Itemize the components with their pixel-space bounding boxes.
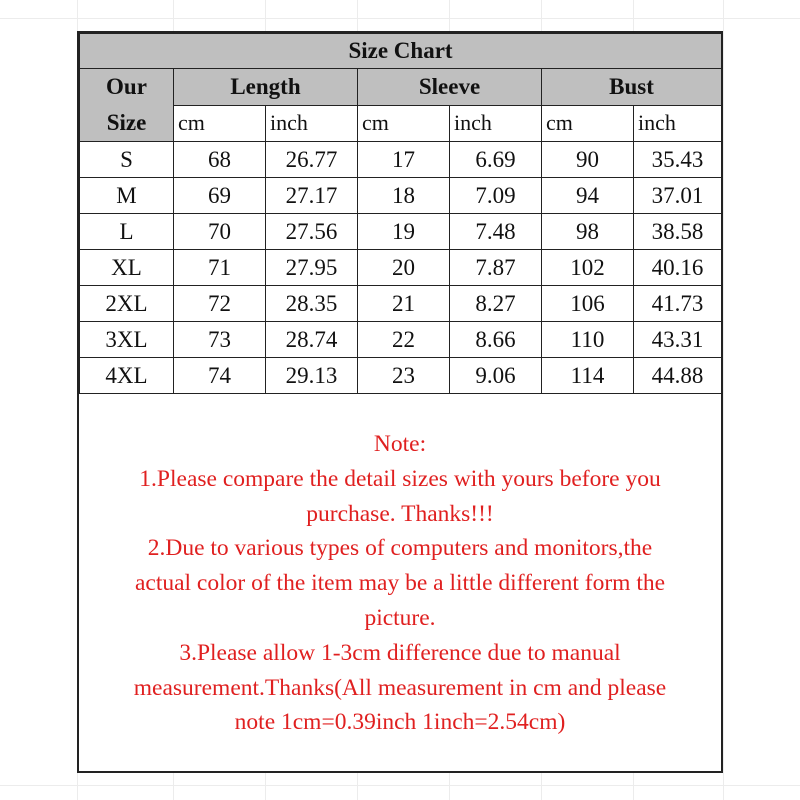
note-line: purchase. Thanks!!!	[306, 500, 494, 527]
chart-title: Size Chart	[80, 34, 722, 69]
note-line: measurement.Thanks(All measurement in cm and please	[133, 674, 667, 701]
bust-cm-cell: 90	[542, 142, 634, 178]
unit-header: cm	[542, 105, 634, 142]
length-cm-cell: 71	[174, 250, 266, 286]
table-row	[80, 214, 722, 250]
title-row	[80, 34, 722, 69]
sleeve-cm-cell: 20	[358, 250, 450, 286]
table-row	[80, 250, 722, 286]
sleeve-cm-cell: 23	[358, 358, 450, 394]
size-column-header	[80, 69, 174, 142]
unit-header: cm	[358, 105, 450, 142]
bust-cm-cell: 98	[542, 214, 634, 250]
length-inch-cell: 28.35	[266, 286, 358, 322]
sleeve-cm-cell: 21	[358, 286, 450, 322]
sleeve-inch-cell: 8.27	[450, 286, 542, 322]
note-line: 3.Please allow 1-3cm difference due to manual	[179, 639, 621, 666]
bust-inch-cell: 40.16	[634, 250, 722, 286]
length-cm-cell: 70	[174, 214, 266, 250]
table-row	[80, 358, 722, 394]
length-cm-cell: 72	[174, 286, 266, 322]
unit-header: cm	[174, 105, 266, 142]
length-inch-cell: 27.17	[266, 178, 358, 214]
unit-header: inch	[450, 105, 542, 142]
bust-cm-cell: 110	[542, 322, 634, 358]
length-cm-cell: 68	[174, 142, 266, 178]
size-header-line2: Size	[106, 110, 147, 135]
bust-cm-cell: 94	[542, 178, 634, 214]
bust-inch-cell: 35.43	[634, 142, 722, 178]
sleeve-inch-cell: 9.06	[450, 358, 542, 394]
size-cell: XL	[80, 250, 174, 286]
length-inch-cell: 28.74	[266, 322, 358, 358]
length-inch-cell: 29.13	[266, 358, 358, 394]
size-chart-table	[79, 33, 722, 394]
sleeve-inch-cell: 6.69	[450, 142, 542, 178]
size-cell: M	[80, 178, 174, 214]
sleeve-cm-cell: 17	[358, 142, 450, 178]
bust-cm-cell: 106	[542, 286, 634, 322]
size-cell: L	[80, 214, 174, 250]
size-cell: 4XL	[80, 358, 174, 394]
bust-inch-cell: 41.73	[634, 286, 722, 322]
table-row	[80, 286, 722, 322]
bust-inch-cell: 37.01	[634, 178, 722, 214]
unit-header: inch	[634, 105, 722, 142]
note-line: 1.Please compare the detail sizes with yours before you	[139, 465, 661, 492]
note-line: 2.Due to various types of computers and monitors,the	[147, 535, 653, 562]
length-header: Length	[174, 69, 358, 106]
sleeve-cm-cell: 18	[358, 178, 450, 214]
length-cm-cell: 74	[174, 358, 266, 394]
unit-header-row	[80, 105, 722, 142]
table-row	[80, 142, 722, 178]
note-line: actual color of the item may be a little different form the	[134, 570, 666, 597]
size-cell: S	[80, 142, 174, 178]
length-cm-cell: 73	[174, 322, 266, 358]
length-inch-cell: 27.56	[266, 214, 358, 250]
table-row	[80, 322, 722, 358]
bust-cm-cell: 102	[542, 250, 634, 286]
bust-inch-cell: 43.31	[634, 322, 722, 358]
size-chart-sheet	[77, 31, 723, 773]
bust-header: Bust	[542, 69, 722, 106]
note-line: picture.	[364, 604, 436, 631]
unit-header: inch	[266, 105, 358, 142]
size-header-line1: Our	[106, 74, 147, 99]
sleeve-header: Sleeve	[358, 69, 542, 106]
bust-inch-cell: 38.58	[634, 214, 722, 250]
table-row	[80, 178, 722, 214]
length-cm-cell: 69	[174, 178, 266, 214]
sleeve-inch-cell: 7.87	[450, 250, 542, 286]
length-inch-cell: 26.77	[266, 142, 358, 178]
bust-inch-cell: 44.88	[634, 358, 722, 394]
note-line: note 1cm=0.39inch 1inch=2.54cm)	[234, 709, 566, 736]
sleeve-cm-cell: 22	[358, 322, 450, 358]
note-heading: Note:	[373, 431, 427, 457]
note-block	[79, 427, 721, 740]
length-inch-cell: 27.95	[266, 250, 358, 286]
group-header-row	[80, 69, 722, 106]
sleeve-inch-cell: 7.09	[450, 178, 542, 214]
sleeve-inch-cell: 7.48	[450, 214, 542, 250]
size-cell: 3XL	[80, 322, 174, 358]
sleeve-cm-cell: 19	[358, 214, 450, 250]
size-cell: 2XL	[80, 286, 174, 322]
bust-cm-cell: 114	[542, 358, 634, 394]
sleeve-inch-cell: 8.66	[450, 322, 542, 358]
